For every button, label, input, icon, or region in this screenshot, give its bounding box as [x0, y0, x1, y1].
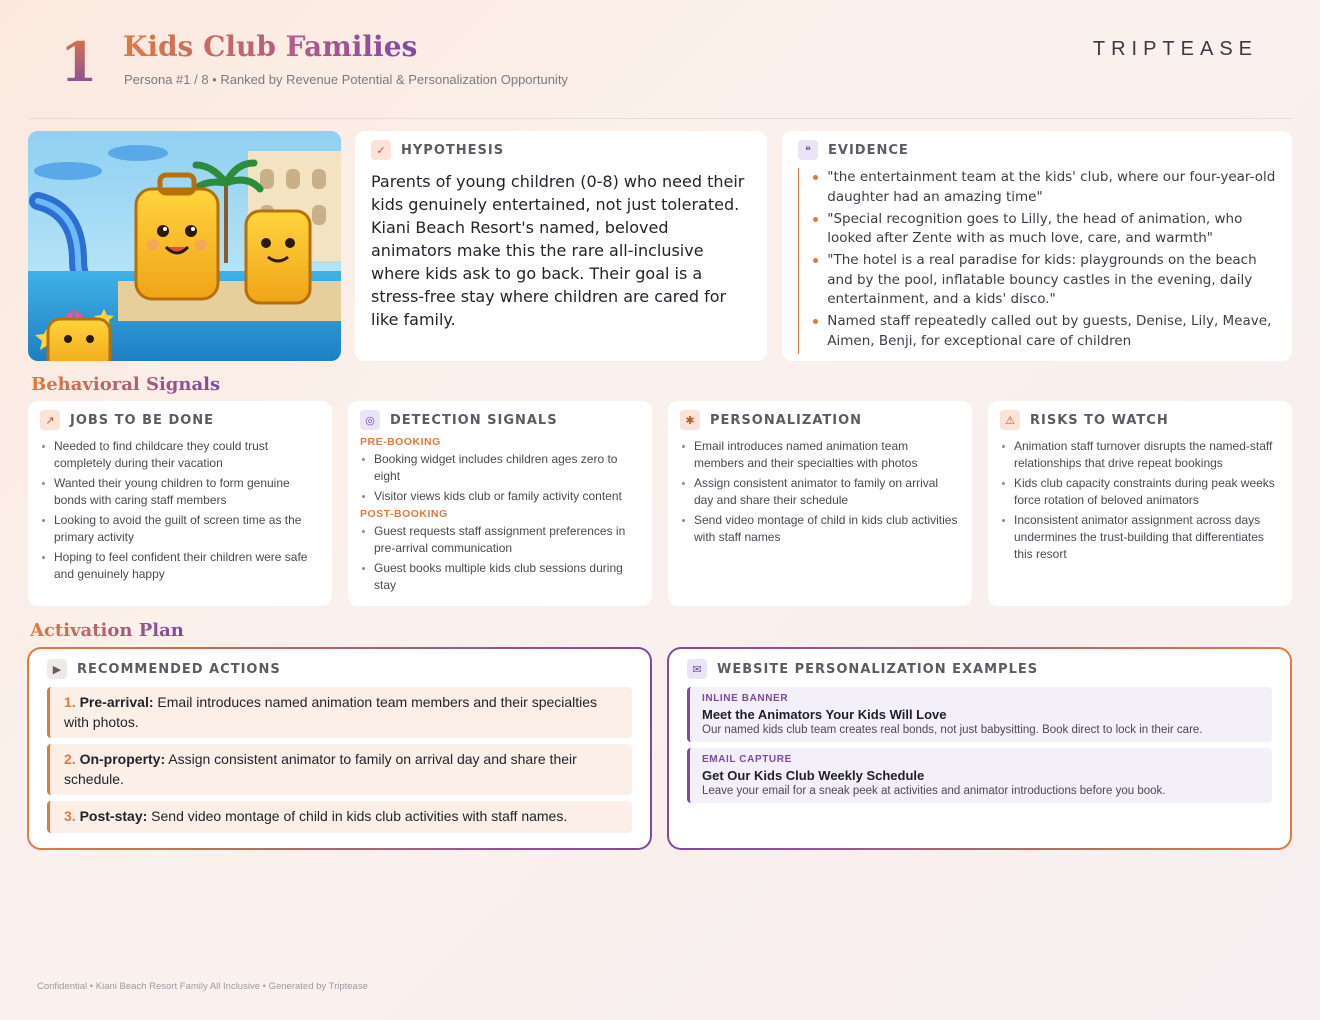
list-item: Booking widget includes children ages zero to eight: [360, 451, 640, 485]
website-label: WEBSITE PERSONALIZATION EXAMPLES: [717, 661, 1039, 677]
evidence-label: EVIDENCE: [828, 142, 909, 158]
inline-banner-example: [687, 687, 1272, 742]
action-number: 2.: [64, 751, 76, 767]
example-body: Our named kids club team creates real bonds, not just babysitting. Book direct to lock in their care.: [702, 724, 1203, 736]
list-item: Animation staff turnover disrupts the named-staff relationships that drive repeat bookings: [1000, 438, 1280, 472]
example-type: INLINE BANNER: [702, 693, 789, 704]
check-icon: ✓: [371, 140, 391, 160]
sparkle-icon: ✱: [680, 410, 700, 430]
behavioral-signals-title: Behavioral Signals: [31, 374, 221, 395]
example-type: EMAIL CAPTURE: [702, 754, 792, 765]
hero-illustration: [28, 131, 341, 361]
action-label: Pre-arrival:: [79, 694, 154, 710]
action-item-pre-arrival: [47, 687, 632, 738]
list-item: Guest requests staff assignment preferences in pre-arrival communication: [360, 523, 640, 557]
personalization-card: [668, 401, 972, 606]
hypothesis-label: HYPOTHESIS: [401, 142, 505, 158]
persona-title: Kids Club Families: [123, 30, 418, 63]
list-item: Email introduces named animation team members and their specialties with photos: [680, 438, 960, 472]
evidence-item: Named staff repeatedly called out by guests, Denise, Lily, Meave, Aimen, Benji, for exceptional care of children: [813, 312, 1276, 351]
evidence-list: [813, 168, 1276, 354]
risks-card: [988, 401, 1292, 606]
list-item: Hoping to feel confident their children were safe and genuinely happy: [40, 549, 320, 583]
list-item: Inconsistent animator assignment across days undermines the trust-building that differentiates this resort: [1000, 512, 1280, 563]
example-headline: Get Our Kids Club Weekly Schedule: [702, 768, 925, 783]
play-icon: ▶: [47, 659, 67, 679]
hypothesis-text: Parents of young children (0-8) who need their kids genuinely entertained, not just tolerated. Kiani Beach Resort's named, beloved animators make this the rare all-inclusive where kids ask to go back. Their goal is a stress-free stay where children are cared for like family.: [371, 172, 745, 329]
evidence-item: "The hotel is a real paradise for kids: playgrounds on the beach and by the pool, inflatable bouncy castles in the evening, daily entertainment, and a kids' disco.": [813, 251, 1276, 310]
action-item-on-property: [47, 744, 632, 795]
list-item: Wanted their young children to form genuine bonds with caring staff members: [40, 475, 320, 509]
page-footer: Confidential • Kiani Beach Resort Family All Inclusive • Generated by Triptease: [37, 981, 368, 992]
email-capture-example: [687, 748, 1272, 803]
evidence-item: "the entertainment team at the kids' club, where our four-year-old daughter had an amazing time": [813, 168, 1276, 207]
quote-icon: ❝: [798, 140, 818, 160]
warning-icon: ⚠: [1000, 410, 1020, 430]
persona-subtitle: Persona #1 / 8 • Ranked by Revenue Potential & Personalization Opportunity: [124, 72, 568, 87]
recommended-actions-card: [27, 647, 652, 850]
action-label: On-property:: [79, 751, 166, 767]
persona-rank: 1: [60, 30, 98, 94]
envelope-icon: ✉: [687, 659, 707, 679]
activation-plan-title: Activation Plan: [30, 620, 184, 641]
arrow-up-right-icon: ↗: [40, 410, 60, 430]
jobs-label: JOBS TO BE DONE: [70, 412, 215, 428]
risks-label: RISKS TO WATCH: [1030, 412, 1169, 428]
detection-label: DETECTION SIGNALS: [390, 412, 558, 428]
list-item: Send video montage of child in kids club activities with staff names: [680, 512, 960, 546]
list-item: Visitor views kids club or family activity content: [360, 488, 640, 505]
evidence-accent-bar: [798, 168, 799, 354]
header-divider: [28, 118, 1292, 119]
evidence-card: [782, 131, 1292, 361]
example-headline: Meet the Animators Your Kids Will Love: [702, 707, 947, 722]
action-item-post-stay: [47, 801, 632, 833]
action-text: Send video montage of child in kids club activities with staff names.: [151, 808, 568, 824]
list-item: Looking to avoid the guilt of screen time as the primary activity: [40, 512, 320, 546]
personalization-label: PERSONALIZATION: [710, 412, 863, 428]
brand-logo: TRIPTEASE: [1092, 38, 1258, 60]
action-text: Email introduces named animation team members and their specialties with photos.: [64, 694, 598, 730]
detection-card: [348, 401, 652, 606]
evidence-item: "Special recognition goes to Lilly, the head of animation, who looked after Zente with as much love, care, and warmth": [813, 210, 1276, 249]
list-item: Assign consistent animator to family on arrival day and share their schedule: [680, 475, 960, 509]
page-header: [0, 0, 1320, 120]
action-number: 3.: [64, 808, 76, 824]
website-personalization-card: [667, 647, 1292, 850]
list-item: Needed to find childcare they could trust completely during their vacation: [40, 438, 320, 472]
target-icon: ◎: [360, 410, 380, 430]
jobs-card: [28, 401, 332, 606]
post-booking-label: POST-BOOKING: [360, 508, 448, 520]
example-body: Leave your email for a sneak peek at activities and animator introductions before you book.: [702, 785, 1166, 797]
action-text: Assign consistent animator to family on arrival day and share their schedule.: [64, 751, 577, 787]
list-item: Kids club capacity constraints during peak weeks force rotation of beloved animators: [1000, 475, 1280, 509]
list-item: Guest books multiple kids club sessions during stay: [360, 560, 640, 594]
action-label: Post-stay:: [79, 808, 148, 824]
hypothesis-card: [355, 131, 767, 361]
pre-booking-label: PRE-BOOKING: [360, 436, 441, 448]
action-number: 1.: [64, 694, 76, 710]
actions-label: RECOMMENDED ACTIONS: [77, 661, 281, 677]
